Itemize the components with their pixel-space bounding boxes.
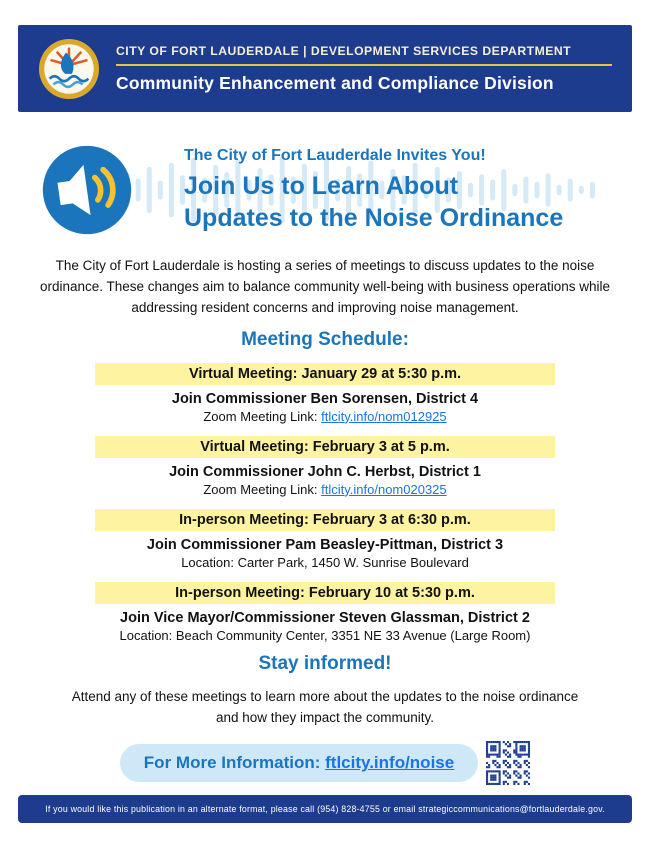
- header-banner: [18, 25, 632, 112]
- city-seal-logo: [38, 38, 100, 100]
- zoom-label: Zoom Meeting Link:: [203, 408, 322, 424]
- more-info-row: [0, 741, 650, 785]
- meeting-host: Join Commissioner Ben Sorensen, District 4: [171, 390, 479, 407]
- division-title: Community Enhancement and Compliance Division: [116, 72, 554, 93]
- department-title: CITY OF FORT LAUDERDALE | DEVELOPMENT SERVICES DEPARTMENT: [116, 43, 572, 58]
- meeting-detail: [0, 482, 650, 497]
- more-info-link[interactable]: ftlcity.info/noise: [325, 752, 455, 772]
- stay-informed-heading: Stay informed!: [258, 652, 392, 674]
- meeting-entry: [0, 509, 650, 570]
- meeting-entry: [0, 582, 650, 643]
- hero-title-line2: Updates to the Noise Ordinance: [184, 203, 564, 232]
- more-info-pill: [120, 744, 478, 782]
- intro-paragraph: The City of Fort Lauderdale is hosting a series of meetings to discuss updates to the noise ordinance. These changes aim to balance community well-being with business operations while addressing resident concerns and improving noise management.: [39, 258, 611, 315]
- meeting-host: Join Commissioner Pam Beasley-Pittman, District 3: [146, 536, 504, 553]
- header-text-block: [116, 44, 612, 94]
- hero-title-line1: Join Us to Learn About: [184, 171, 459, 200]
- zoom-link[interactable]: ftlcity.info/nom012925: [321, 408, 447, 424]
- meeting-host: Join Vice Mayor/Commissioner Steven Glassman, District 2: [120, 609, 530, 626]
- footer-bar: [18, 795, 632, 823]
- meeting-list: [0, 363, 650, 643]
- hero-text-block: [184, 147, 563, 234]
- hero-inner: [0, 136, 650, 244]
- meeting-detail: [0, 409, 650, 424]
- stay-informed-paragraph: Attend any of these meetings to learn more about the updates to the noise ordinance and how they impact the community.: [71, 688, 579, 725]
- meeting-host: Join Commissioner John C. Herbst, District 1: [169, 463, 481, 480]
- meeting-banner: In-person Meeting: February 3 at 6:30 p.m.: [95, 509, 555, 531]
- meeting-banner: In-person Meeting: February 10 at 5:30 p.m.: [95, 582, 555, 604]
- schedule-heading: Meeting Schedule:: [241, 328, 409, 350]
- meeting-location: Location: Beach Community Center, 3351 NE 33 Avenue (Large Room): [119, 627, 531, 643]
- meeting-banner: Virtual Meeting: February 3 at 5 p.m.: [95, 436, 555, 458]
- meeting-banner: Virtual Meeting: January 29 at 5:30 p.m.: [95, 363, 555, 385]
- qr-code: [486, 741, 530, 785]
- zoom-label: Zoom Meeting Link:: [203, 481, 322, 497]
- meeting-entry: [0, 363, 650, 424]
- meeting-location: Location: Carter Park, 1450 W. Sunrise Boulevard: [181, 554, 469, 570]
- gold-divider: [116, 64, 612, 66]
- invite-line: The City of Fort Lauderdale Invites You!: [184, 146, 486, 164]
- city-seal-icon: [38, 38, 100, 100]
- meeting-entry: [0, 436, 650, 497]
- zoom-link[interactable]: ftlcity.info/nom020325: [321, 481, 447, 497]
- megaphone-icon: [34, 137, 140, 243]
- more-info-label: For More Information:: [143, 752, 326, 772]
- footer-text: If you would like this publication in an alternate format, please call (954) 828-4755 or email strategiccommunications@fortlauderdale.gov.: [45, 804, 605, 814]
- hero-section: [0, 136, 650, 244]
